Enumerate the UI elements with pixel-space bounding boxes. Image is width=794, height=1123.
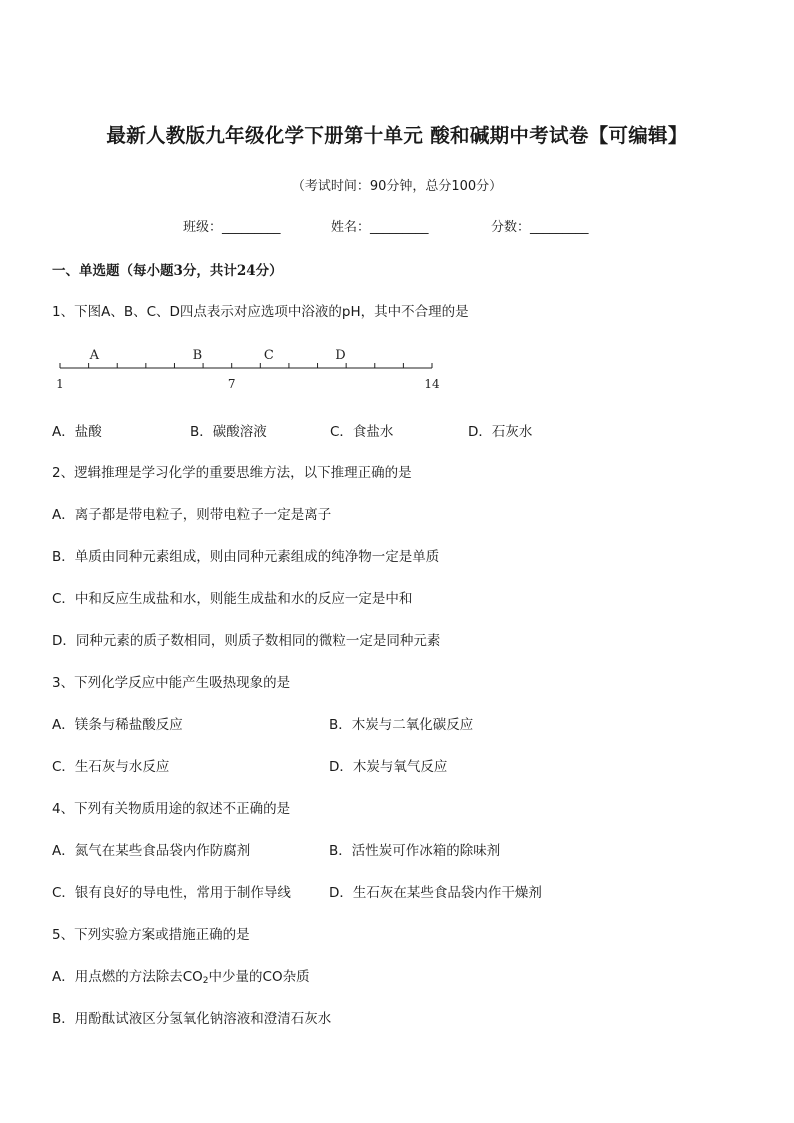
ph-number-7: 7	[227, 377, 236, 391]
q5-option-a-subscript: 2	[202, 976, 209, 986]
ph-point-c: C	[263, 348, 274, 363]
score-field[interactable]: 分数：_________	[491, 220, 589, 235]
q4-option-b[interactable]: B．活性炭可作冰箱的除味剂	[329, 843, 501, 859]
ph-number-1: 1	[56, 377, 64, 391]
ph-point-b: B	[192, 348, 203, 363]
ph-number-14: 14	[424, 377, 440, 391]
q3-option-d[interactable]: D．木炭与氧气反应	[329, 759, 448, 775]
question-2-stem: 2、逻辑推理是学习化学的重要思维方法，以下推理正确的是	[52, 465, 412, 481]
question-4-stem: 4、下列有关物质用途的叙述不正确的是	[52, 801, 291, 817]
section-heading-single-choice: 一、单选题（每小题3分，共计24分）	[52, 263, 283, 279]
ph-point-d: D	[335, 348, 346, 363]
q2-option-c[interactable]: C．中和反应生成盐和水，则能生成盐和水的反应一定是中和	[52, 591, 413, 607]
ph-point-a: A	[89, 348, 100, 363]
ph-scale-ticks	[60, 363, 432, 368]
q4-option-c[interactable]: C．银有良好的导电性，常用于制作导线	[52, 885, 291, 901]
q1-option-c[interactable]: C．食盐水	[330, 424, 394, 440]
ph-scale-numbers	[56, 377, 440, 391]
q2-option-d[interactable]: D．同种元素的质子数相同，则质子数相同的微粒一定是同种元素	[52, 633, 441, 649]
q1-option-a[interactable]: A．盐酸	[52, 424, 102, 440]
exam-subtitle: （考试时间：90分钟，总分100分）	[291, 179, 503, 194]
ph-scale-points	[89, 348, 346, 363]
q3-option-a[interactable]: A．镁条与稀盐酸反应	[52, 717, 183, 733]
q5-option-a[interactable]	[52, 965, 310, 986]
question-3-stem: 3、下列化学反应中能产生吸热现象的是	[52, 675, 291, 691]
q4-option-a[interactable]: A．氮气在某些食品袋内作防腐剂	[52, 843, 251, 859]
q5-option-a-text-end: 中少量的CO杂质	[208, 969, 310, 985]
q4-option-d[interactable]: D．生石灰在某些食品袋内作干燥剂	[329, 885, 542, 901]
exam-title: 最新人教版九年级化学下册第十单元 酸和碱期中考试卷【可编辑】	[106, 124, 688, 147]
q2-option-a[interactable]: A．离子都是带电粒子，则带电粒子一定是离子	[52, 507, 332, 523]
question-5-stem: 5、下列实验方案或措施正确的是	[52, 927, 250, 943]
ph-scale-diagram	[0, 340, 794, 400]
q1-option-d[interactable]: D．石灰水	[468, 424, 533, 440]
q3-option-b[interactable]: B．木炭与二氧化碳反应	[329, 717, 474, 733]
q5-option-a-text: A．用点燃的方法除去CO	[52, 969, 203, 985]
q1-option-b[interactable]: B．碳酸溶液	[190, 424, 267, 440]
q5-option-b[interactable]: B．用酚酞试液区分氢氧化钠溶液和澄清石灰水	[52, 1011, 332, 1027]
name-field[interactable]: 姓名：_________	[331, 220, 429, 235]
q3-option-c[interactable]: C．生石灰与水反应	[52, 759, 170, 775]
class-field[interactable]: 班级：_________	[183, 220, 281, 235]
q2-option-b[interactable]: B．单质由同种元素组成，则由同种元素组成的纯净物一定是单质	[52, 549, 440, 565]
question-1-stem: 1、下图A、B、C、D四点表示对应选项中浴液的pH，其中不合理的是	[52, 304, 469, 320]
